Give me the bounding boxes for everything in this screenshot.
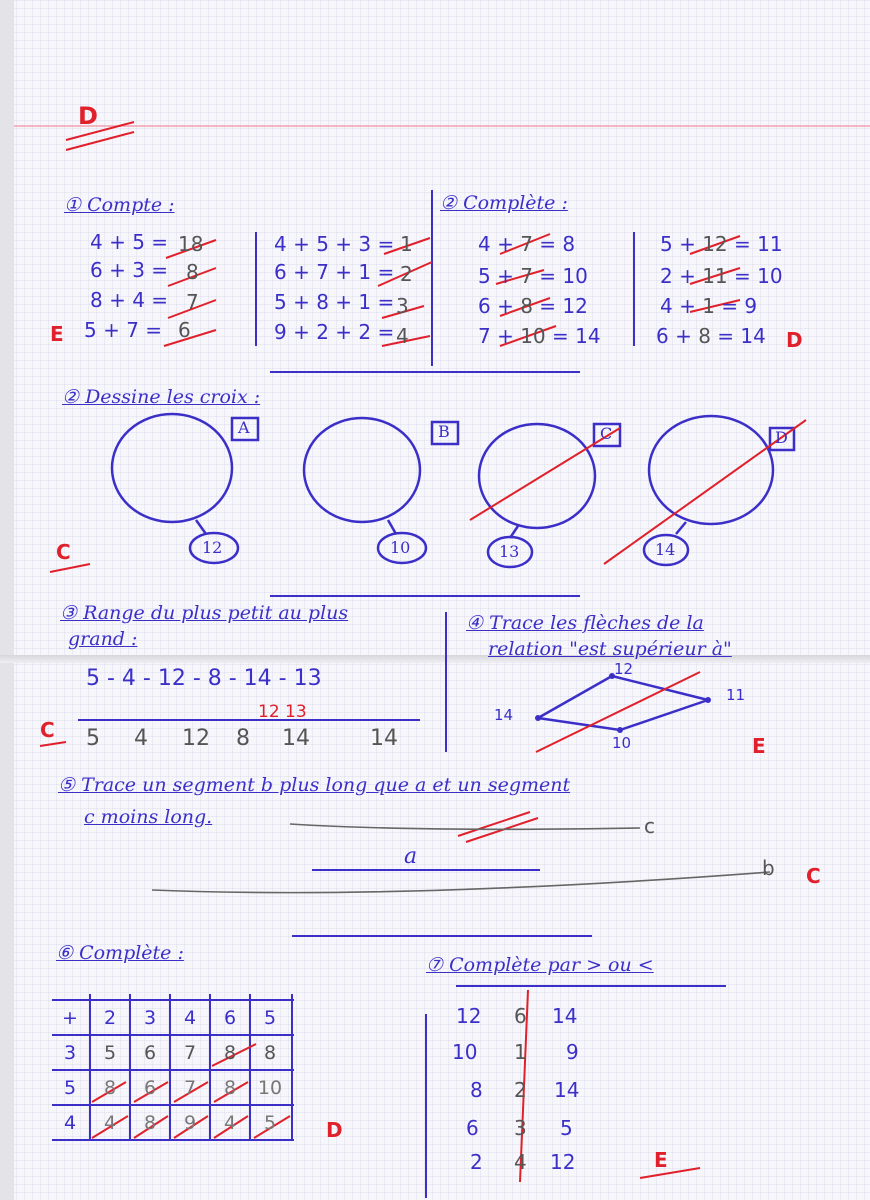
table-cell: 4 bbox=[223, 1112, 237, 1134]
ex1-answer: 1 bbox=[400, 232, 413, 256]
ex-cross-title: ② Dessine les croix : bbox=[62, 386, 261, 408]
table-cell: 8 bbox=[263, 1042, 277, 1064]
compare-right: 9 bbox=[566, 1040, 579, 1064]
ex1-row: 9 + 2 + 2 = bbox=[274, 320, 395, 344]
ex1-row: 4 + 5 + 3 = bbox=[274, 232, 395, 256]
table-cell: 5 bbox=[263, 1112, 277, 1134]
compare-left: 12 bbox=[456, 1004, 482, 1028]
compare-sign: 3 bbox=[514, 1116, 527, 1140]
ex3-answer: 14 bbox=[370, 726, 398, 751]
ex3-sequence: 5 - 4 - 12 - 8 - 14 - 13 bbox=[86, 666, 322, 691]
ex6-title: ⑥ Complète : bbox=[56, 942, 184, 964]
compare-sign: 4 bbox=[514, 1150, 527, 1174]
ex3-title: grand : bbox=[68, 628, 138, 650]
table-cell: 6 bbox=[143, 1077, 157, 1099]
ex1-title: ① Compte : bbox=[64, 194, 175, 216]
table-cell: 7 bbox=[183, 1042, 197, 1064]
circle-count: 13 bbox=[499, 542, 520, 561]
ex7-title: ⑦ Complète par > ou < bbox=[426, 954, 654, 976]
table-cell: 8 bbox=[143, 1112, 157, 1134]
grade-ex6: D bbox=[326, 1118, 343, 1142]
ex3-answer: 5 bbox=[86, 726, 100, 751]
ex4-node: 14 bbox=[494, 706, 514, 724]
table-cell: 6 bbox=[143, 1042, 157, 1064]
compare-right: 14 bbox=[552, 1004, 578, 1028]
ex5-title: ⑤ Trace un segment b plus long que a et un segment bbox=[58, 774, 571, 796]
ex1-answer: 7 bbox=[186, 290, 199, 314]
compare-sign: 2 bbox=[514, 1078, 527, 1102]
ex1-answer: 3 bbox=[396, 294, 409, 318]
circle-label: C bbox=[600, 424, 613, 443]
grade-ex2: C bbox=[56, 540, 71, 564]
ex1-answer: 8 bbox=[186, 260, 199, 284]
ex4-title: relation "est supérieur à" bbox=[488, 638, 732, 660]
circle-label: A bbox=[238, 418, 250, 437]
circle-label: D bbox=[775, 428, 788, 447]
ex1-row: 6 + 3 = bbox=[90, 258, 169, 282]
table-cell: 7 bbox=[183, 1077, 197, 1099]
segment-b-label: b bbox=[762, 856, 775, 880]
ex3-answer: 4 bbox=[134, 726, 148, 751]
compare-right: 12 bbox=[550, 1150, 576, 1174]
worksheet-page: D ① Compte : 4 + 5 = 6 + 3 = 8 + 4 = 5 + 7 = 18 8 7 6 E 4 + 5 + 3 = 6 + 7 + 1 = 5 + 8 + 1 = 9 + 2 + 2 = 1 2 3 4 ② Complète : 4 + 7 = 8 5 + 7 = 10 6 + 8 = 12 7 + 10 = 14 5 + 12 = 11 2 + 11 = 10 4 + 1 = 9 6 + 8 = 14 D ② Dessine les croix : A B C D 12 10 13 14 C ③ Range du plus petit au plus grand : 5 - 4 - 12 - 8 - 14 - 13 12 13 5 4 12 8 14 14 C ④ Trace les flèches de la relation "est supérieur à" 12 11 14 10 E ⑤ Trace un segment b plus long que a et un segment c moins long. c a b C ⑥ Complète : + 2 3 4 6 5 3 5 6 7 8 8 5 8 6 7 8 10 4 4 8 9 4 5 D ⑦ Complète par > ou < 12 6 14 10 1 9 8 2 14 6 3 5 2 4 12 E bbox=[0, 0, 870, 1200]
compare-sign: 1 bbox=[514, 1040, 527, 1064]
ex5-title: c moins long. bbox=[84, 806, 213, 828]
grade-ex3: C bbox=[40, 718, 55, 742]
ex4-node: 11 bbox=[726, 686, 746, 704]
circle-count: 14 bbox=[655, 540, 676, 559]
compare-left: 10 bbox=[452, 1040, 478, 1064]
compare-left: 8 bbox=[470, 1078, 483, 1102]
table-cell: 9 bbox=[183, 1112, 197, 1134]
table-cell: 8 bbox=[223, 1042, 237, 1064]
table-cell: 3 bbox=[63, 1042, 77, 1064]
circle-count: 10 bbox=[390, 538, 411, 557]
ex1-answer: 18 bbox=[178, 232, 204, 256]
ex1-answer: 6 bbox=[178, 318, 191, 342]
table-cell: 10 bbox=[257, 1077, 283, 1099]
table-cell: 8 bbox=[223, 1077, 237, 1099]
ex1-row: 5 + 7 = bbox=[84, 318, 163, 342]
table-header: + bbox=[62, 1007, 78, 1029]
ex1-answer: 2 bbox=[400, 262, 413, 286]
table-cell: 8 bbox=[103, 1077, 117, 1099]
grade-top: D bbox=[78, 102, 98, 130]
compare-right: 5 bbox=[560, 1116, 573, 1140]
ex4-node: 10 bbox=[612, 734, 632, 752]
ex1-row: 4 + 5 = bbox=[90, 230, 169, 254]
table-header: 4 bbox=[183, 1007, 197, 1029]
ex1-answer: 4 bbox=[396, 324, 409, 348]
table-header: 3 bbox=[143, 1007, 157, 1029]
ex4-node: 12 bbox=[614, 660, 634, 678]
grade-ex5: C bbox=[806, 864, 821, 888]
compare-left: 6 bbox=[466, 1116, 479, 1140]
table-cell: 5 bbox=[103, 1042, 117, 1064]
ex1-row: 5 + 8 + 1 = bbox=[274, 290, 395, 314]
grade-ex2-right: D bbox=[786, 328, 803, 352]
grade-ex1-left: E bbox=[50, 322, 64, 346]
grade-ex7: E bbox=[654, 1148, 668, 1172]
ex2-title: ② Complète : bbox=[440, 192, 568, 214]
ex3-red-answers: 12 13 bbox=[258, 702, 307, 722]
ex4-title: ④ Trace les flèches de la bbox=[466, 612, 704, 634]
ex3-answer: 8 bbox=[236, 726, 250, 751]
ex3-title: ③ Range du plus petit au plus bbox=[60, 602, 349, 624]
table-cell: 4 bbox=[63, 1112, 77, 1134]
compare-sign: 6 bbox=[514, 1004, 527, 1028]
grade-ex4: E bbox=[752, 734, 766, 758]
ex3-answer: 14 bbox=[282, 726, 310, 751]
circle-count: 12 bbox=[202, 538, 223, 557]
ex1-row: 6 + 7 + 1 = bbox=[274, 260, 395, 284]
segment-a-label: a bbox=[404, 844, 418, 869]
compare-right: 14 bbox=[554, 1078, 580, 1102]
table-header: 2 bbox=[103, 1007, 117, 1029]
table-cell: 4 bbox=[103, 1112, 117, 1134]
ex3-answer: 12 bbox=[182, 726, 210, 751]
table-header: 6 bbox=[223, 1007, 237, 1029]
segment-c-label: c bbox=[644, 814, 655, 838]
compare-left: 2 bbox=[470, 1150, 483, 1174]
circle-label: B bbox=[438, 422, 450, 441]
table-cell: 5 bbox=[63, 1077, 77, 1099]
ex1-row: 8 + 4 = bbox=[90, 288, 169, 312]
table-header: 5 bbox=[263, 1007, 277, 1029]
